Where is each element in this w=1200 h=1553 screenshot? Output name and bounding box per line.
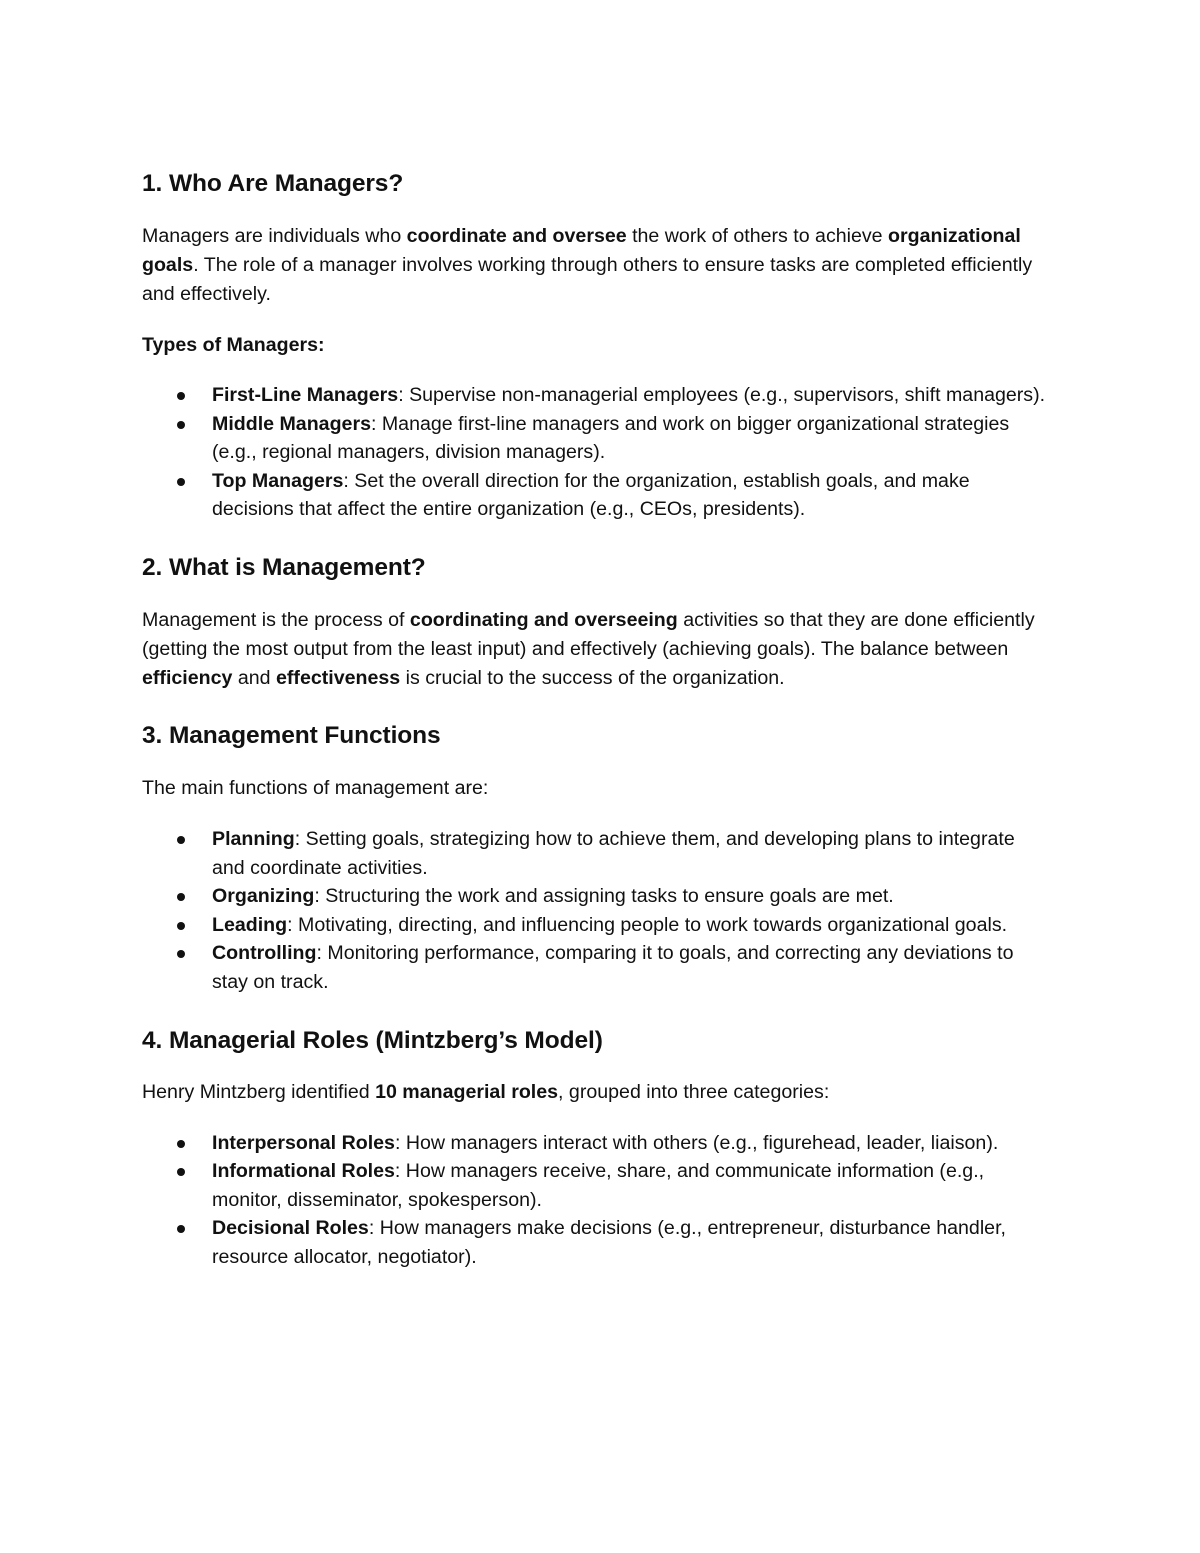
section-2-heading: 2. What is Management? (142, 553, 426, 581)
section-2-paragraph (142, 606, 1052, 693)
section-4-intro (142, 1078, 1052, 1107)
text-run: the work of others to achieve (626, 225, 889, 247)
bold-term: coordinate and oversee (406, 225, 627, 247)
types-of-managers-label (142, 331, 1052, 360)
list-item (212, 1214, 1052, 1271)
list-item-desc: : Motivating, directing, and influencing people to work towards organizational goals. (287, 913, 1008, 936)
text-run: Management is the process of (142, 608, 410, 631)
manager-types-list (142, 381, 1052, 524)
list-item-desc: : Monitoring performance, comparing it to goals, and correcting any deviations to stay on track. (212, 942, 1014, 993)
section-3-intro: The main functions of management are: (142, 776, 489, 799)
section-4-heading: 4. Managerial Roles (Mintzberg’s Model) (142, 1026, 603, 1054)
list-item-term: Controlling (212, 942, 317, 965)
managerial-roles-list (142, 1129, 1052, 1272)
list-item-term: Planning (212, 827, 295, 850)
bold-term: 10 managerial roles (375, 1080, 559, 1103)
list-item (212, 1129, 1052, 1158)
list-item-desc: : How managers receive, share, and communicate information (e.g., monitor, disseminator, spokesperson). (212, 1160, 985, 1211)
list-item-desc: : Set the overall direction for the organization, establish goals, and make decisions that affect the entire organization (e.g., CEOs, presidents). (212, 469, 970, 521)
list-item-term: Decisional Roles (212, 1217, 369, 1240)
list-item-desc: : How managers make decisions (e.g., entrepreneur, disturbance handler, resource allocator, negotiator). (212, 1217, 1006, 1268)
bold-term: organizational goals (142, 225, 1021, 276)
list-item-term: Leading (212, 913, 288, 936)
text-run: , grouped into three categories: (558, 1080, 830, 1103)
document-content (142, 166, 1052, 1272)
list-item-term: Informational Roles (212, 1160, 395, 1183)
bold-term: coordinating and overseeing (409, 608, 678, 631)
list-item (212, 1157, 1052, 1214)
text-run: is crucial to the success of the organization. (400, 666, 785, 689)
management-functions-list (142, 825, 1052, 997)
list-item-desc: : How managers interact with others (e.g., figurehead, leader, liaison). (394, 1131, 999, 1154)
bold-term: effectiveness (276, 666, 401, 689)
list-item (212, 410, 1052, 467)
section-1-paragraph (142, 222, 1052, 309)
section-1-heading: 1. Who Are Managers? (142, 170, 404, 197)
list-item-term: Interpersonal Roles (212, 1131, 395, 1154)
list-item-term: Top Managers (212, 469, 344, 492)
text-run: and (232, 666, 276, 689)
list-item-desc: : Manage first-line managers and work on bigger organizational strategies (e.g., regional managers, division managers). (212, 412, 1010, 464)
list-item-desc: : Setting goals, strategizing how to achieve them, and developing plans to integrate and coordinate activities. (212, 827, 1015, 879)
list-item (212, 939, 1052, 996)
list-item (212, 911, 1052, 940)
bold-label: Types of Managers: (142, 334, 325, 356)
section-3-heading: 3. Management Functions (142, 721, 441, 749)
list-item-desc: : Supervise non-managerial employees (e.g., supervisors, shift managers). (398, 384, 1046, 406)
bold-term: efficiency (142, 666, 233, 689)
text-run: Managers are individuals who (142, 225, 407, 247)
list-item (212, 467, 1052, 524)
text-run: activities so that they are done efficiently (getting the most output from the least input) and effectively (achieving goals). The balance between (142, 608, 1035, 660)
list-item-desc: : Structuring the work and assigning tasks to ensure goals are met. (314, 885, 894, 908)
list-item-term: Middle Managers (212, 412, 371, 435)
list-item-term: First-Line Managers (212, 384, 399, 406)
text-run: . The role of a manager involves working through others to ensure tasks are completed efficiently and effectively. (142, 254, 1033, 305)
list-item (212, 825, 1052, 882)
list-item (212, 882, 1052, 911)
text-run: Henry Mintzberg identified (142, 1080, 376, 1103)
list-item (212, 381, 1052, 410)
list-item-term: Organizing (212, 885, 315, 908)
